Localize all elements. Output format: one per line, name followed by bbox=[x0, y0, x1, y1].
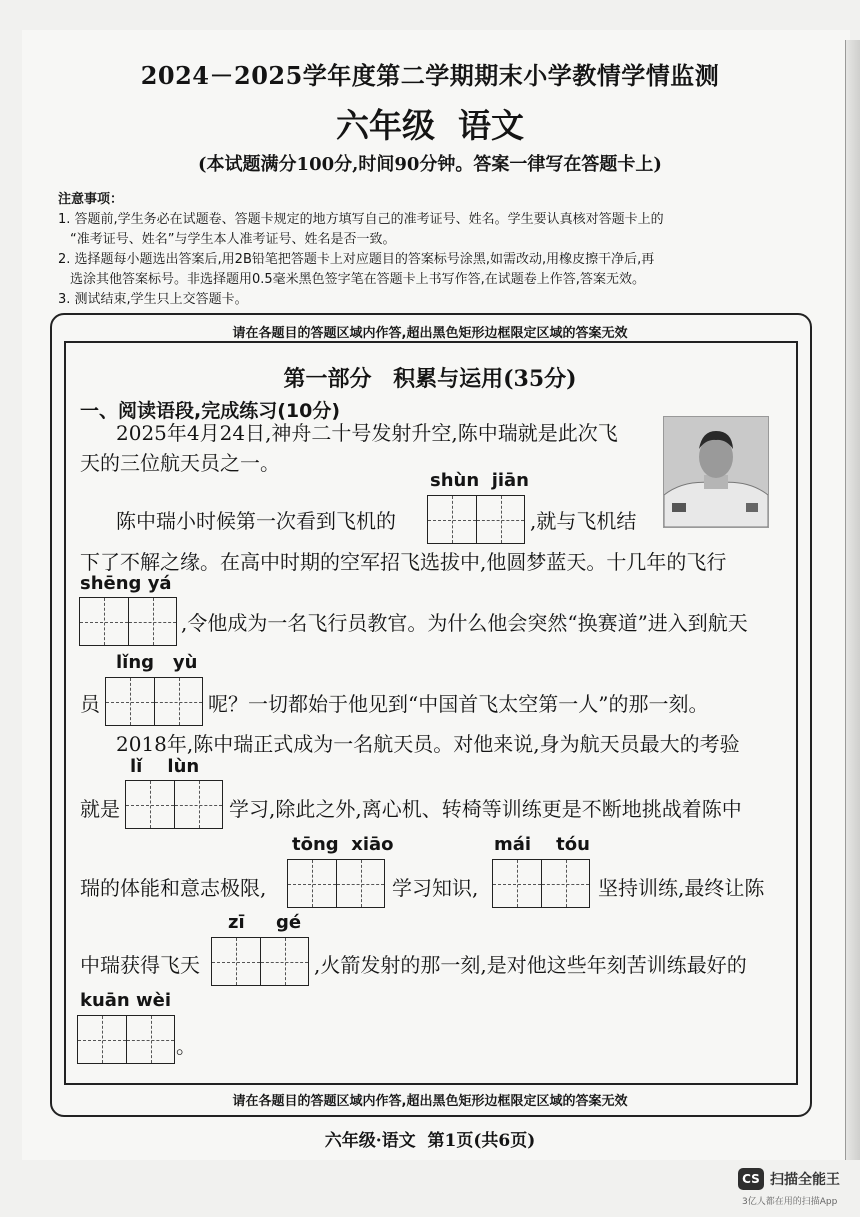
notice-item: 选涂其他答案标号。非选择题用0.5毫米黑色签字笔在答题卡上书写作答,在试题卷上作答,答案无效。 bbox=[70, 272, 645, 287]
notice-item: “准考证号、姓名”与学生本人准考证号、姓名是否一致。 bbox=[70, 232, 396, 247]
exam-subject: 六年级 语文 bbox=[336, 106, 524, 145]
passage-line: 呢？一切都始于他见到“中国首飞太空第一人”的那一刻。 bbox=[208, 692, 709, 716]
next-page-edge bbox=[845, 40, 860, 1160]
passage-line: 中瑞获得飞天 bbox=[80, 953, 200, 977]
notice-block bbox=[58, 190, 804, 310]
notice-heading: 注意事项： bbox=[58, 192, 124, 207]
passage-line: ,令他成为一名飞行员教官。为什么他会突然“换赛道”进入到航天 bbox=[181, 611, 748, 635]
passage-line: 。 bbox=[176, 1034, 196, 1058]
astronaut-photo bbox=[663, 416, 769, 528]
warning-top: 请在各题目的答题区域内作答,超出黑色矩形边框限定区域的答案无效 bbox=[232, 326, 628, 341]
notice-item: 2. 选择题每小题选出答案后,用2B铅笔把答题卡上对应题目的答案标号涂黑,如需改动,用橡皮擦干净后,再 bbox=[58, 252, 655, 267]
scanner-app-name: 扫描全能王 bbox=[770, 1172, 840, 1188]
char-box-zige[interactable] bbox=[211, 937, 309, 986]
char-box-lilun[interactable] bbox=[125, 780, 223, 829]
pinyin-lingyu: lǐng yù bbox=[116, 652, 198, 673]
part-title: 第一部分 积累与运用(35分) bbox=[283, 366, 577, 392]
passage-line: 天的三位航天员之一。 bbox=[80, 451, 280, 475]
passage-line: ,火箭发射的那一刻,是对他这些年刻苦训练最好的 bbox=[314, 953, 747, 977]
passage-line: 下了不解之缘。在高中时期的空军招飞选拔中,他圆梦蓝天。十几年的飞行 bbox=[80, 550, 727, 574]
passage-line: 员 bbox=[80, 692, 100, 716]
passage-line: 学习,除此之外,离心机、转椅等训练更是不断地挑战着陈中 bbox=[229, 797, 742, 821]
pinyin-lilun: lǐ lùn bbox=[130, 756, 200, 777]
pinyin-shunjian: shùn jiān bbox=[430, 470, 529, 491]
passage-line: 就是 bbox=[80, 797, 120, 821]
scanner-tagline: 3亿人都在用的扫描App bbox=[742, 1197, 838, 1207]
char-box-kuanwei[interactable] bbox=[77, 1015, 175, 1064]
notice-item: 3. 测试结束,学生只上交答题卡。 bbox=[58, 292, 248, 307]
pinyin-maitou: mái tóu bbox=[494, 834, 590, 855]
notice-item: 1. 答题前,学生务必在试题卷、答题卡规定的地方填写自己的准考证号、姓名。学生要认真核对答题卡上的 bbox=[58, 212, 664, 227]
char-box-tongxiao[interactable] bbox=[287, 859, 385, 908]
char-box-shengya[interactable] bbox=[79, 597, 177, 646]
char-box-lingyu[interactable] bbox=[105, 677, 203, 726]
page-footer: 六年级·语文 第1页(共6页) bbox=[324, 1131, 536, 1151]
passage-line: 瑞的体能和意志极限, bbox=[80, 876, 267, 900]
passage-line: 陈中瑞小时候第一次看到飞机的 bbox=[116, 509, 396, 533]
passage-line: ,就与飞机结 bbox=[530, 509, 637, 533]
warning-bottom: 请在各题目的答题区域内作答,超出黑色矩形边框限定区域的答案无效 bbox=[232, 1094, 628, 1109]
passage-line: 2018年,陈中瑞正式成为一名航天员。对他来说,身为航天员最大的考验 bbox=[116, 732, 740, 756]
camscanner-logo-icon: CS bbox=[738, 1168, 764, 1190]
pinyin-zige: zī gé bbox=[228, 912, 302, 933]
passage-line: 2025年4月24日,神舟二十号发射升空,陈中瑞就是此次飞 bbox=[116, 421, 618, 445]
char-box-shunjian[interactable] bbox=[427, 495, 525, 544]
pinyin-shengya: shēng yá bbox=[80, 573, 172, 594]
pinyin-tongxiao: tōng xiāo bbox=[292, 834, 394, 855]
section-title: 一、阅读语段,完成练习(10分) bbox=[80, 400, 341, 422]
astronaut-portrait-icon bbox=[664, 417, 768, 527]
exam-info: (本试题满分100分,时间90分钟。答案一律写在答题卡上) bbox=[198, 154, 662, 175]
passage-line: 坚持训练,最终让陈 bbox=[598, 876, 765, 900]
passage-line: 学习知识, bbox=[392, 876, 479, 900]
char-box-maitou[interactable] bbox=[492, 859, 590, 908]
pinyin-kuanwei: kuān wèi bbox=[80, 990, 172, 1011]
exam-title: 2024－2025学年度第二学期期末小学教情学情监测 bbox=[140, 61, 720, 90]
